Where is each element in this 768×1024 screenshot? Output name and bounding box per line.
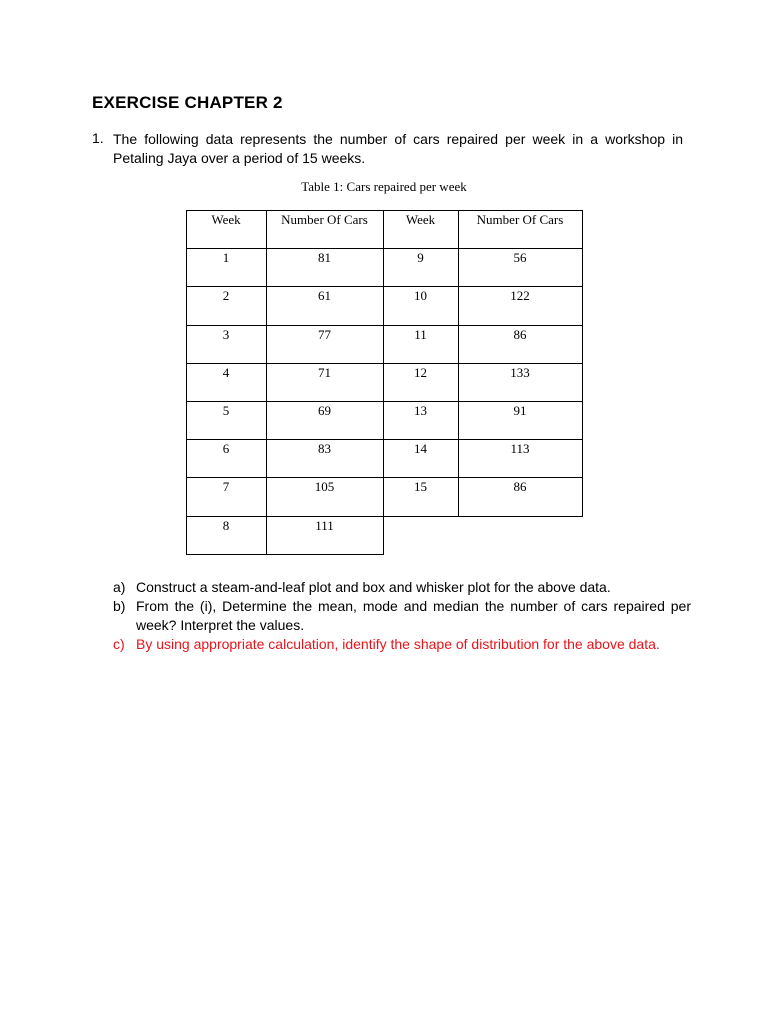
table-gridline xyxy=(458,210,459,517)
page-title: EXERCISE CHAPTER 2 xyxy=(92,93,283,112)
week-cell: 13 xyxy=(414,403,427,418)
week-cell: 5 xyxy=(222,403,230,418)
question-text: The following data represents the number of cars repaired per week in a workshop in Petaling Jaya over a period of 15 weeks. xyxy=(113,131,683,166)
table-header-cell: Week xyxy=(405,212,436,227)
week-cell: 12 xyxy=(414,364,427,380)
cars-cell: 69 xyxy=(318,403,331,418)
subquestion-text: Construct a steam-and-leaf plot and box and whisker plot for the above data. xyxy=(136,579,611,595)
subquestion-a xyxy=(113,578,693,597)
subquestion-c xyxy=(113,635,693,654)
cars-cell: 56 xyxy=(513,250,527,266)
week-cell: 9 xyxy=(417,250,424,266)
table-gridline xyxy=(186,516,583,517)
cars-cell: 113 xyxy=(510,441,530,457)
cars-cell: 86 xyxy=(513,479,527,495)
cars-cell: 122 xyxy=(510,288,530,304)
table-gridline xyxy=(186,439,583,440)
cars-cell: 77 xyxy=(318,326,331,342)
cars-cell: 105 xyxy=(314,479,335,495)
table-gridline xyxy=(186,477,583,478)
subquestion-b xyxy=(113,597,693,635)
table-header-cell: Number Of Cars xyxy=(476,212,564,227)
subquestion-label: c) xyxy=(113,636,125,652)
week-cell: 15 xyxy=(414,479,427,495)
week-cell: 11 xyxy=(414,326,427,342)
week-cell: 8 xyxy=(222,517,230,533)
cars-cell: 81 xyxy=(318,250,331,266)
cars-cell: 133 xyxy=(510,364,530,380)
table-gridline xyxy=(266,210,267,555)
table-header-cell: Week xyxy=(211,212,241,227)
table-gridline xyxy=(186,210,187,555)
subquestion-label: a) xyxy=(113,579,126,595)
table-gridline xyxy=(582,210,583,517)
cars-cell: 111 xyxy=(315,517,334,533)
table-gridline xyxy=(186,554,384,555)
week-cell: 3 xyxy=(222,326,230,342)
week-cell: 2 xyxy=(222,288,230,304)
cars-cell: 86 xyxy=(513,326,527,342)
table-gridline xyxy=(383,210,384,555)
table-gridline xyxy=(186,286,583,287)
table-gridline xyxy=(186,363,583,364)
question-number: 1. xyxy=(92,130,104,146)
table-caption: Table 1: Cars repaired per week xyxy=(301,179,467,194)
table-header-cell: Number Of Cars xyxy=(281,212,368,227)
table-gridline xyxy=(186,325,583,326)
subquestion-text: From the (i), Determine the mean, mode and median the number of cars repaired per week? Interpret the values. xyxy=(136,598,691,633)
table-gridline xyxy=(186,248,583,249)
week-cell: 7 xyxy=(222,479,230,495)
week-cell: 4 xyxy=(222,364,230,380)
cars-cell: 83 xyxy=(318,441,331,457)
cars-cell: 61 xyxy=(318,288,331,304)
table-gridline xyxy=(186,210,583,211)
week-cell: 10 xyxy=(414,288,427,304)
subquestion-text: By using appropriate calculation, identify the shape of distribution for the above data. xyxy=(136,636,660,652)
week-cell: 14 xyxy=(414,441,427,457)
cars-cell: 71 xyxy=(318,364,331,380)
week-cell: 1 xyxy=(222,250,230,266)
cars-cell: 91 xyxy=(513,403,527,418)
table-gridline xyxy=(186,401,583,402)
subquestion-label: b) xyxy=(113,598,126,614)
week-cell: 6 xyxy=(222,441,230,457)
